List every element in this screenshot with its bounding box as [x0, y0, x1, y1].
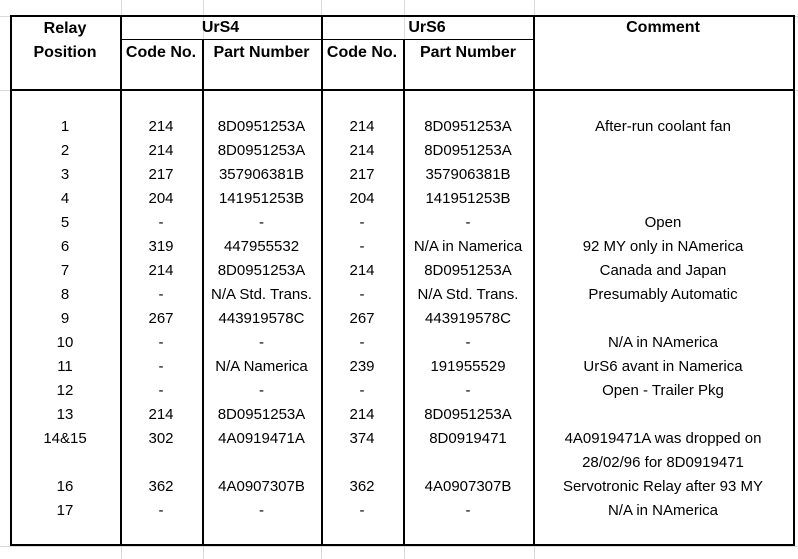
cell-urs4-part-number: - [259, 214, 264, 231]
cell-comment: UrS6 avant in Namerica [583, 358, 743, 375]
cell-urs6-part-number: - [465, 214, 471, 231]
cell-urs6-code: 239 [349, 358, 375, 375]
cell-comment: After-run coolant fan [595, 118, 731, 135]
cell-relay-position: 5 [60, 214, 70, 231]
cell-urs6-code: 214 [349, 406, 375, 423]
cell-comment: Servotronic Relay after 93 MY [562, 478, 764, 495]
cell-comment: 28/02/96 for 8D0919471 [582, 454, 744, 471]
cell-urs4-code: - [158, 286, 164, 303]
cell-relay-position: 13 [56, 406, 74, 423]
cell-comment: Open - Trailer Pkg [602, 382, 724, 399]
cell-urs6-part-number: N/A Std. Trans. [417, 286, 519, 303]
header-rule [10, 89, 795, 91]
cell-comment [533, 187, 793, 211]
cell-urs6-code: - [359, 502, 365, 519]
cell-relay-position: 9 [60, 310, 70, 327]
header-urs4-code: Code No. [125, 44, 197, 61]
cell-urs6-part-number: N/A in Namerica [413, 238, 523, 255]
cell-urs4-code: 214 [148, 262, 174, 279]
cell-urs4-part-number: - [259, 502, 264, 519]
cell-urs6-code: 214 [349, 118, 375, 135]
table-border [793, 15, 795, 546]
cell-urs4-part-number [202, 451, 321, 475]
cell-urs6-code: 214 [349, 142, 375, 159]
cell-urs6-code: - [359, 286, 365, 303]
cell-urs4-part-number: - [259, 334, 264, 351]
cell-urs4-code: 214 [148, 118, 174, 135]
cell-urs6-part-number: 8D0951253A [424, 142, 512, 159]
cell-relay-position: 6 [60, 238, 70, 255]
cell-relay-position: 16 [56, 478, 74, 495]
cell-urs6-code: 204 [349, 190, 375, 207]
cell-comment: N/A in NAmerica [607, 502, 719, 519]
cell-urs6-code: 267 [349, 310, 375, 327]
cell-urs6-part-number: - [465, 502, 471, 519]
cell-urs4-code: 204 [148, 190, 174, 207]
relay-table [10, 15, 795, 546]
cell-relay-position: 11 [57, 358, 73, 375]
cell-urs4-part-number: 8D0951253A [217, 142, 306, 159]
cell-urs4-code: 217 [148, 166, 174, 183]
cell-urs6-code [321, 451, 403, 475]
cell-urs4-code: 267 [148, 310, 174, 327]
cell-urs4-part-number: 4A0919471A [218, 430, 305, 447]
cell-urs4-code [120, 451, 202, 475]
cell-comment [533, 403, 793, 427]
cell-urs4-code: - [158, 382, 164, 399]
header-comment: Comment [626, 19, 700, 36]
cell-urs6-part-number: - [465, 334, 471, 351]
cell-urs4-code: 214 [148, 406, 174, 423]
cell-urs4-part-number: N/A Namerica [215, 358, 308, 375]
cell-urs6-part-number: - [465, 382, 471, 399]
cell-relay-position: 2 [60, 142, 70, 159]
header-urs6-part: Part Number [419, 44, 517, 61]
cell-relay-position: 12 [56, 382, 74, 399]
cell-comment [533, 307, 793, 331]
cell-urs6-code: 217 [349, 166, 375, 183]
cell-relay-position: 4 [60, 190, 70, 207]
cell-relay-position: 10 [56, 334, 74, 351]
cell-relay-position: 14&15 [43, 430, 87, 447]
cell-urs4-part-number: 447955532 [223, 238, 300, 255]
cell-urs6-part-number: 8D0951253A [424, 118, 512, 135]
cell-comment: 4A0919471A was dropped on [564, 430, 762, 447]
cell-urs4-part-number: 443919578C [218, 310, 305, 327]
cell-urs4-code: 302 [148, 430, 174, 447]
header-urs4-part: Part Number [213, 44, 310, 61]
cell-urs6-code: 362 [349, 478, 375, 495]
cell-comment: Open [644, 214, 682, 231]
header-relay: Relay [43, 20, 87, 37]
cell-urs4-part-number: 8D0951253A [217, 118, 306, 135]
cell-relay-position: 1 [60, 118, 70, 135]
cell-urs4-part-number: 357906381B [218, 166, 305, 183]
cell-comment: Canada and Japan [599, 262, 727, 279]
cell-urs4-code: - [158, 358, 164, 375]
cell-urs4-part-number: 141951253B [218, 190, 305, 207]
cell-relay-position: 8 [60, 286, 70, 303]
cell-urs4-code: 214 [148, 142, 174, 159]
cell-urs4-code: - [158, 214, 164, 231]
cell-comment: Presumably Automatic [588, 286, 738, 303]
cell-urs6-part-number: 141951253B [425, 190, 511, 207]
cell-urs6-part-number: 8D0951253A [424, 262, 512, 279]
gridline [0, 546, 798, 547]
cell-relay-position: 7 [60, 262, 70, 279]
cell-comment [533, 139, 793, 163]
cell-urs6-code: - [359, 238, 365, 255]
cell-comment [533, 163, 793, 187]
cell-comment: 92 MY only in NAmerica [582, 238, 744, 255]
header-urs6-code: Code No. [326, 44, 398, 61]
cell-relay-position: 3 [60, 166, 70, 183]
cell-urs4-part-number: 4A0907307B [218, 478, 305, 495]
cell-urs6-part-number: 443919578C [425, 310, 511, 327]
header-position: Position [33, 44, 97, 61]
cell-urs6-code: 374 [349, 430, 375, 447]
cell-urs6-part-number: 8D0919471 [429, 430, 507, 447]
cell-comment: N/A in NAmerica [607, 334, 719, 351]
cell-urs4-part-number: - [259, 382, 264, 399]
cell-urs6-part-number: 191955529 [430, 358, 506, 375]
cell-urs6-code: - [359, 334, 365, 351]
header-urs6: UrS6 [408, 19, 446, 36]
cell-urs4-part-number: 8D0951253A [217, 406, 306, 423]
cell-urs6-part-number: 8D0951253A [424, 406, 512, 423]
cell-urs4-part-number: N/A Std. Trans. [211, 286, 312, 303]
cell-urs4-part-number: 8D0951253A [217, 262, 306, 279]
cell-urs4-code: - [158, 334, 164, 351]
cell-urs6-code: - [359, 382, 365, 399]
cell-urs4-code: 362 [148, 478, 174, 495]
cell-urs4-code: 319 [148, 238, 174, 255]
cell-urs4-code: - [158, 502, 164, 519]
cell-urs6-part-number: 4A0907307B [424, 478, 512, 495]
cell-urs6-code: 214 [349, 262, 375, 279]
cell-urs6-code: - [359, 214, 365, 231]
cell-urs6-part-number: 357906381B [425, 166, 511, 183]
cell-relay-position: 17 [56, 502, 74, 519]
cell-urs6-part-number [403, 451, 533, 475]
header-urs4: UrS4 [201, 19, 240, 36]
cell-relay-position [10, 451, 120, 475]
